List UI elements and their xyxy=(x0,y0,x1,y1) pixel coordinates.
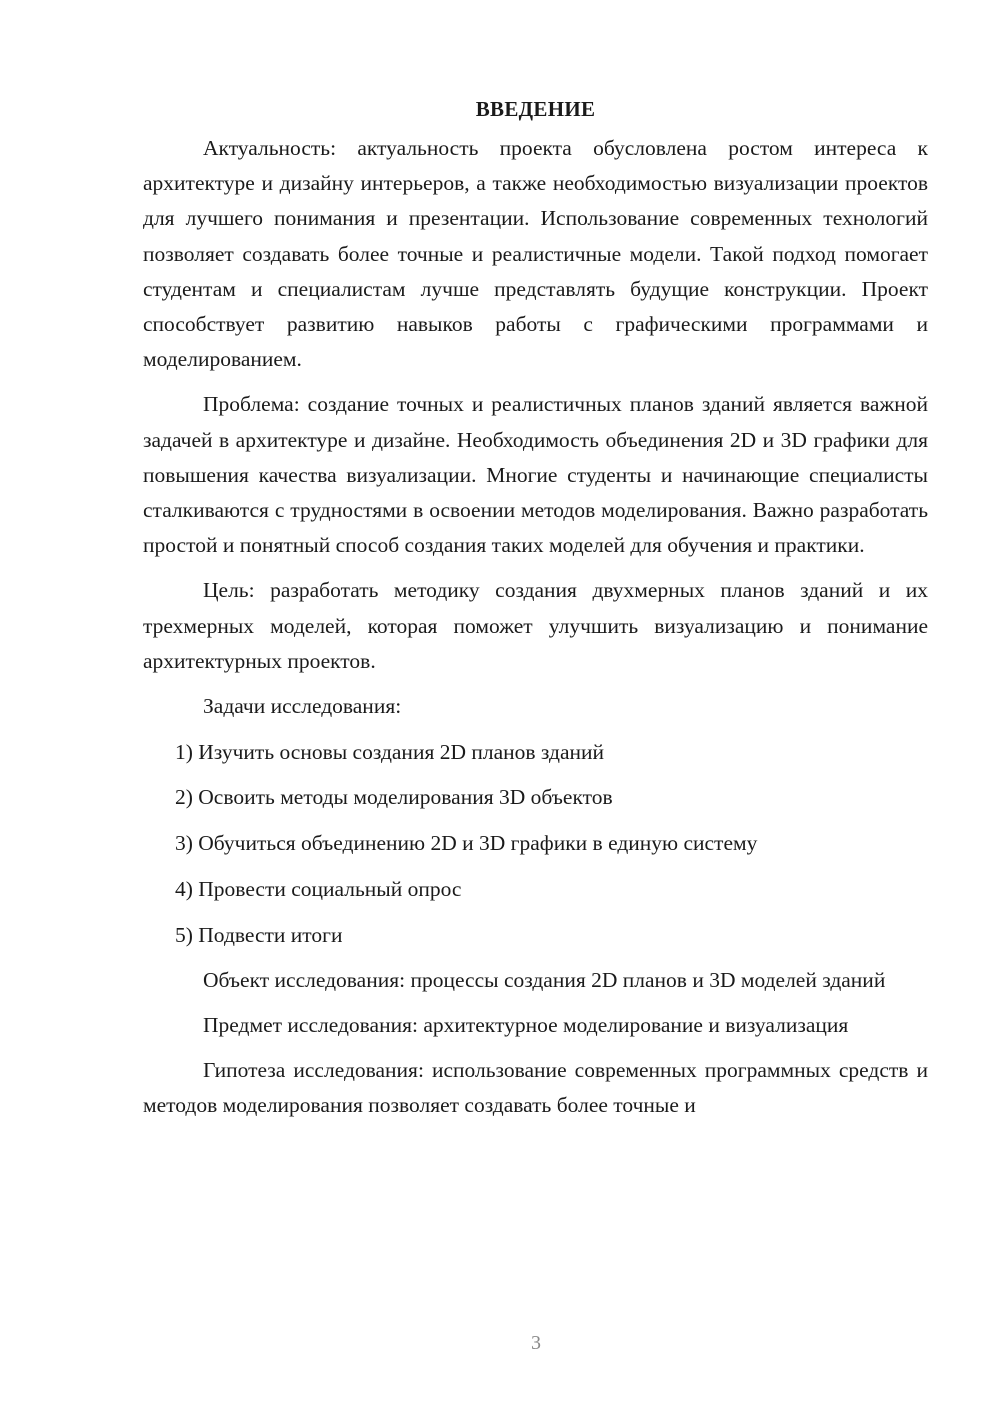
task-item-2: 2) Освоить методы моделирования 3D объектов xyxy=(175,785,613,810)
object-paragraph: Объект исследования: процессы создания 2D планов и 3D моделей зданий xyxy=(203,967,886,992)
task-item-3: 3) Обучиться объединению 2D и 3D графики в единую систему xyxy=(175,831,758,856)
document-page xyxy=(143,92,928,1124)
task-item-1: 1) Изучить основы создания 2D планов зданий xyxy=(175,739,605,764)
tasks-heading: Задачи исследования: xyxy=(203,694,402,719)
subject-paragraph: Предмет исследования: архитектурное моделирование и визуализация xyxy=(203,1012,849,1037)
task-item-5: 5) Подвести итоги xyxy=(175,922,343,947)
problem-paragraph: Проблема: создание точных и реалистичных планов зданий является важной задачей в архитектуре и дизайне. Необходимость объединения 2D и 3D графики для повышения качества визуализации. Многие студенты и начинающие специалисты сталкиваются с трудностями в освоении методов моделирования. Важно разработать простой и понятный способ создания таких моделей для обучения и практики. xyxy=(143,392,928,558)
relevance-paragraph: Актуальность: актуальность проекта обусловлена ростом интереса к архитектуре и дизайну интерьеров, а также необходимостью визуализации проектов для лучшего понимания и презентации. Использование современных технологий позволяет создавать более точные и реалистичные модели. Такой подход помогает студентам и специалистам лучше представлять будущие конструкции. Проект способствует развитию навыков работы с графическими программами и моделированием. xyxy=(143,136,928,372)
task-item-4: 4) Провести социальный опрос xyxy=(175,876,462,901)
goal-paragraph: Цель: разработать методику создания двухмерных планов зданий и их трехмерных моделей, которая поможет улучшить визуализацию и понимание архитектурных проектов. xyxy=(143,578,928,673)
hypothesis-paragraph: Гипотеза исследования: использование современных программных средств и методов моделирования позволяет создавать более точные и xyxy=(143,1058,928,1118)
section-title: ВВЕДЕНИЕ xyxy=(475,97,596,121)
page-number: 3 xyxy=(531,1332,541,1354)
